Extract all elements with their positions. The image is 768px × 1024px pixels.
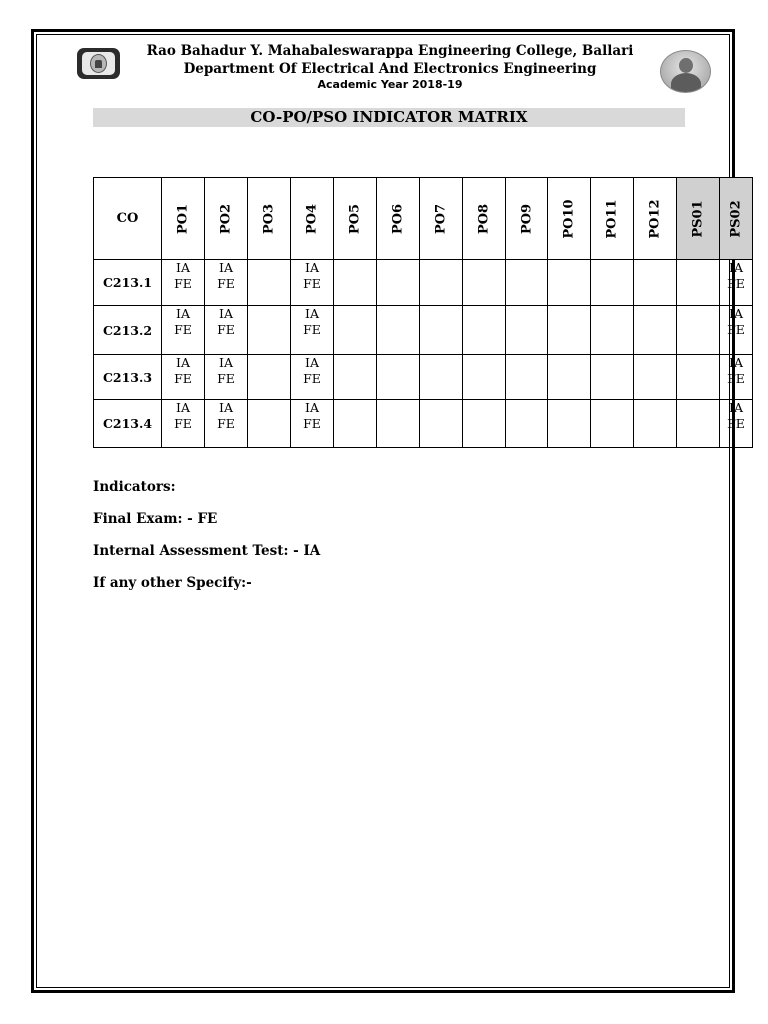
matrix-cell xyxy=(420,400,463,448)
indicator-code: IA xyxy=(176,400,190,415)
column-header-label: PO5 xyxy=(347,203,363,234)
matrix-cell xyxy=(677,306,720,355)
matrix-cell xyxy=(506,400,548,448)
column-header-po12 xyxy=(634,178,677,260)
indicator-code: IA xyxy=(729,306,743,321)
column-header-label: PO1 xyxy=(175,203,191,234)
indicator-code: IA xyxy=(729,355,743,370)
column-header-po4 xyxy=(291,178,334,260)
matrix-cell xyxy=(548,355,591,400)
co-label: C213.3 xyxy=(94,355,162,400)
matrix-cell xyxy=(162,355,205,400)
indicator-code: IA xyxy=(219,260,233,275)
matrix-cell xyxy=(463,400,506,448)
matrix-cell xyxy=(677,355,720,400)
column-header-label: PO9 xyxy=(519,203,534,234)
column-header-po5 xyxy=(334,178,377,260)
matrix-cell xyxy=(377,260,420,306)
indicator-code: IA xyxy=(305,400,319,415)
column-header-po2 xyxy=(205,178,248,260)
matrix-cell xyxy=(591,355,634,400)
co-label: C213.4 xyxy=(94,400,162,448)
matrix-cell xyxy=(162,400,205,448)
matrix-cell xyxy=(248,260,291,306)
column-header-label: PO8 xyxy=(476,203,492,234)
indicator-code: FE xyxy=(174,416,192,431)
column-header-label: PS01 xyxy=(690,199,706,238)
matrix-cell xyxy=(377,355,420,400)
column-header-label: PO4 xyxy=(304,203,320,234)
matrix-cell xyxy=(720,400,753,448)
column-header-po3 xyxy=(248,178,291,260)
indicator-code: IA xyxy=(176,355,190,370)
table-header-row xyxy=(94,178,753,260)
matrix-cell xyxy=(205,355,248,400)
column-header-po1 xyxy=(162,178,205,260)
matrix-cell xyxy=(291,306,334,355)
table-row xyxy=(94,260,753,306)
indicator-code: IA xyxy=(729,400,743,415)
column-header-po8 xyxy=(463,178,506,260)
co-po-matrix-table xyxy=(93,177,753,448)
indicator-code: FE xyxy=(727,322,745,337)
co-column-header: CO xyxy=(94,178,162,260)
matrix-cell xyxy=(162,260,205,306)
matrix-cell xyxy=(377,400,420,448)
column-header-label: PO12 xyxy=(647,198,663,239)
matrix-cell xyxy=(291,400,334,448)
matrix-cell xyxy=(248,306,291,355)
column-header-po7 xyxy=(420,178,463,260)
indicator-code: IA xyxy=(176,260,190,275)
indicator-code: FE xyxy=(174,371,192,386)
column-header-label: PS02 xyxy=(728,199,744,238)
indicator-code: FE xyxy=(174,276,192,291)
other-specify-note: If any other Specify:- xyxy=(93,575,252,591)
indicator-code: IA xyxy=(305,355,319,370)
column-header-ps02 xyxy=(720,178,753,260)
matrix-cell xyxy=(677,400,720,448)
matrix-cell xyxy=(591,260,634,306)
matrix-cell xyxy=(506,260,548,306)
matrix-cell xyxy=(591,306,634,355)
matrix-cell xyxy=(463,355,506,400)
indicator-code: IA xyxy=(729,260,743,275)
indicator-code: IA xyxy=(219,400,233,415)
column-header-po9 xyxy=(506,178,548,260)
matrix-cell xyxy=(506,355,548,400)
matrix-cell xyxy=(463,306,506,355)
matrix-cell xyxy=(162,306,205,355)
matrix-cell xyxy=(420,260,463,306)
table-row xyxy=(94,355,753,400)
indicators-heading: Indicators: xyxy=(93,479,176,495)
matrix-cell xyxy=(205,400,248,448)
indicator-code: FE xyxy=(217,322,235,337)
matrix-cell xyxy=(720,306,753,355)
indicator-code: FE xyxy=(174,322,192,337)
page-title: CO-PO/PSO INDICATOR MATRIX xyxy=(93,108,685,127)
matrix-cell xyxy=(205,260,248,306)
co-label: C213.1 xyxy=(94,260,162,306)
matrix-cell xyxy=(420,306,463,355)
internal-assessment-note: Internal Assessment Test: - IA xyxy=(93,543,321,559)
college-logo xyxy=(77,48,120,79)
table-row xyxy=(94,306,753,355)
matrix-cell xyxy=(334,260,377,306)
matrix-cell xyxy=(291,260,334,306)
matrix-cell xyxy=(548,260,591,306)
matrix-cell xyxy=(291,355,334,400)
column-header-po11 xyxy=(591,178,634,260)
matrix-cell xyxy=(248,355,291,400)
column-header-label: PO7 xyxy=(433,203,449,234)
matrix-cell xyxy=(334,355,377,400)
matrix-cell xyxy=(334,306,377,355)
indicator-code: FE xyxy=(303,371,321,386)
founder-portrait xyxy=(660,50,711,93)
indicator-code: IA xyxy=(219,306,233,321)
department-name: Department Of Electrical And Electronics Engineering xyxy=(183,61,597,77)
matrix-cell xyxy=(205,306,248,355)
matrix-cell xyxy=(420,355,463,400)
column-header-label: PO11 xyxy=(604,198,620,239)
column-header-ps01 xyxy=(677,178,720,260)
indicator-code: FE xyxy=(303,276,321,291)
matrix-cell xyxy=(548,400,591,448)
indicator-code: FE xyxy=(217,276,235,291)
matrix-cell xyxy=(506,306,548,355)
indicator-code: IA xyxy=(305,306,319,321)
column-header-po10 xyxy=(548,178,591,260)
academic-year: Academic Year 2018-19 xyxy=(317,78,463,91)
indicator-code: FE xyxy=(303,416,321,431)
column-header-label: PO2 xyxy=(218,203,234,234)
final-exam-note: Final Exam: - FE xyxy=(93,511,218,527)
matrix-cell xyxy=(634,400,677,448)
indicator-code: FE xyxy=(727,416,745,431)
indicator-code: IA xyxy=(305,260,319,275)
matrix-cell xyxy=(591,400,634,448)
indicator-code: FE xyxy=(727,276,745,291)
indicator-code: IA xyxy=(176,306,190,321)
matrix-cell xyxy=(634,260,677,306)
column-header-label: PO3 xyxy=(261,203,277,234)
indicator-code: FE xyxy=(217,371,235,386)
matrix-cell xyxy=(377,306,420,355)
matrix-cell xyxy=(634,306,677,355)
indicator-code: FE xyxy=(217,416,235,431)
matrix-cell xyxy=(634,355,677,400)
indicator-code: FE xyxy=(303,322,321,337)
column-header-label: PO6 xyxy=(390,203,406,234)
indicator-code: FE xyxy=(727,371,745,386)
indicator-code: IA xyxy=(219,355,233,370)
table-row xyxy=(94,400,753,448)
matrix-cell xyxy=(677,260,720,306)
column-header-label: PO10 xyxy=(561,198,577,239)
matrix-cell xyxy=(720,260,753,306)
matrix-cell xyxy=(720,355,753,400)
matrix-cell xyxy=(248,400,291,448)
matrix-cell xyxy=(334,400,377,448)
college-name: Rao Bahadur Y. Mahabaleswarappa Engineering College, Ballari xyxy=(146,43,634,59)
matrix-cell xyxy=(548,306,591,355)
matrix-cell xyxy=(463,260,506,306)
column-header-po6 xyxy=(377,178,420,260)
co-label: C213.2 xyxy=(94,306,162,355)
